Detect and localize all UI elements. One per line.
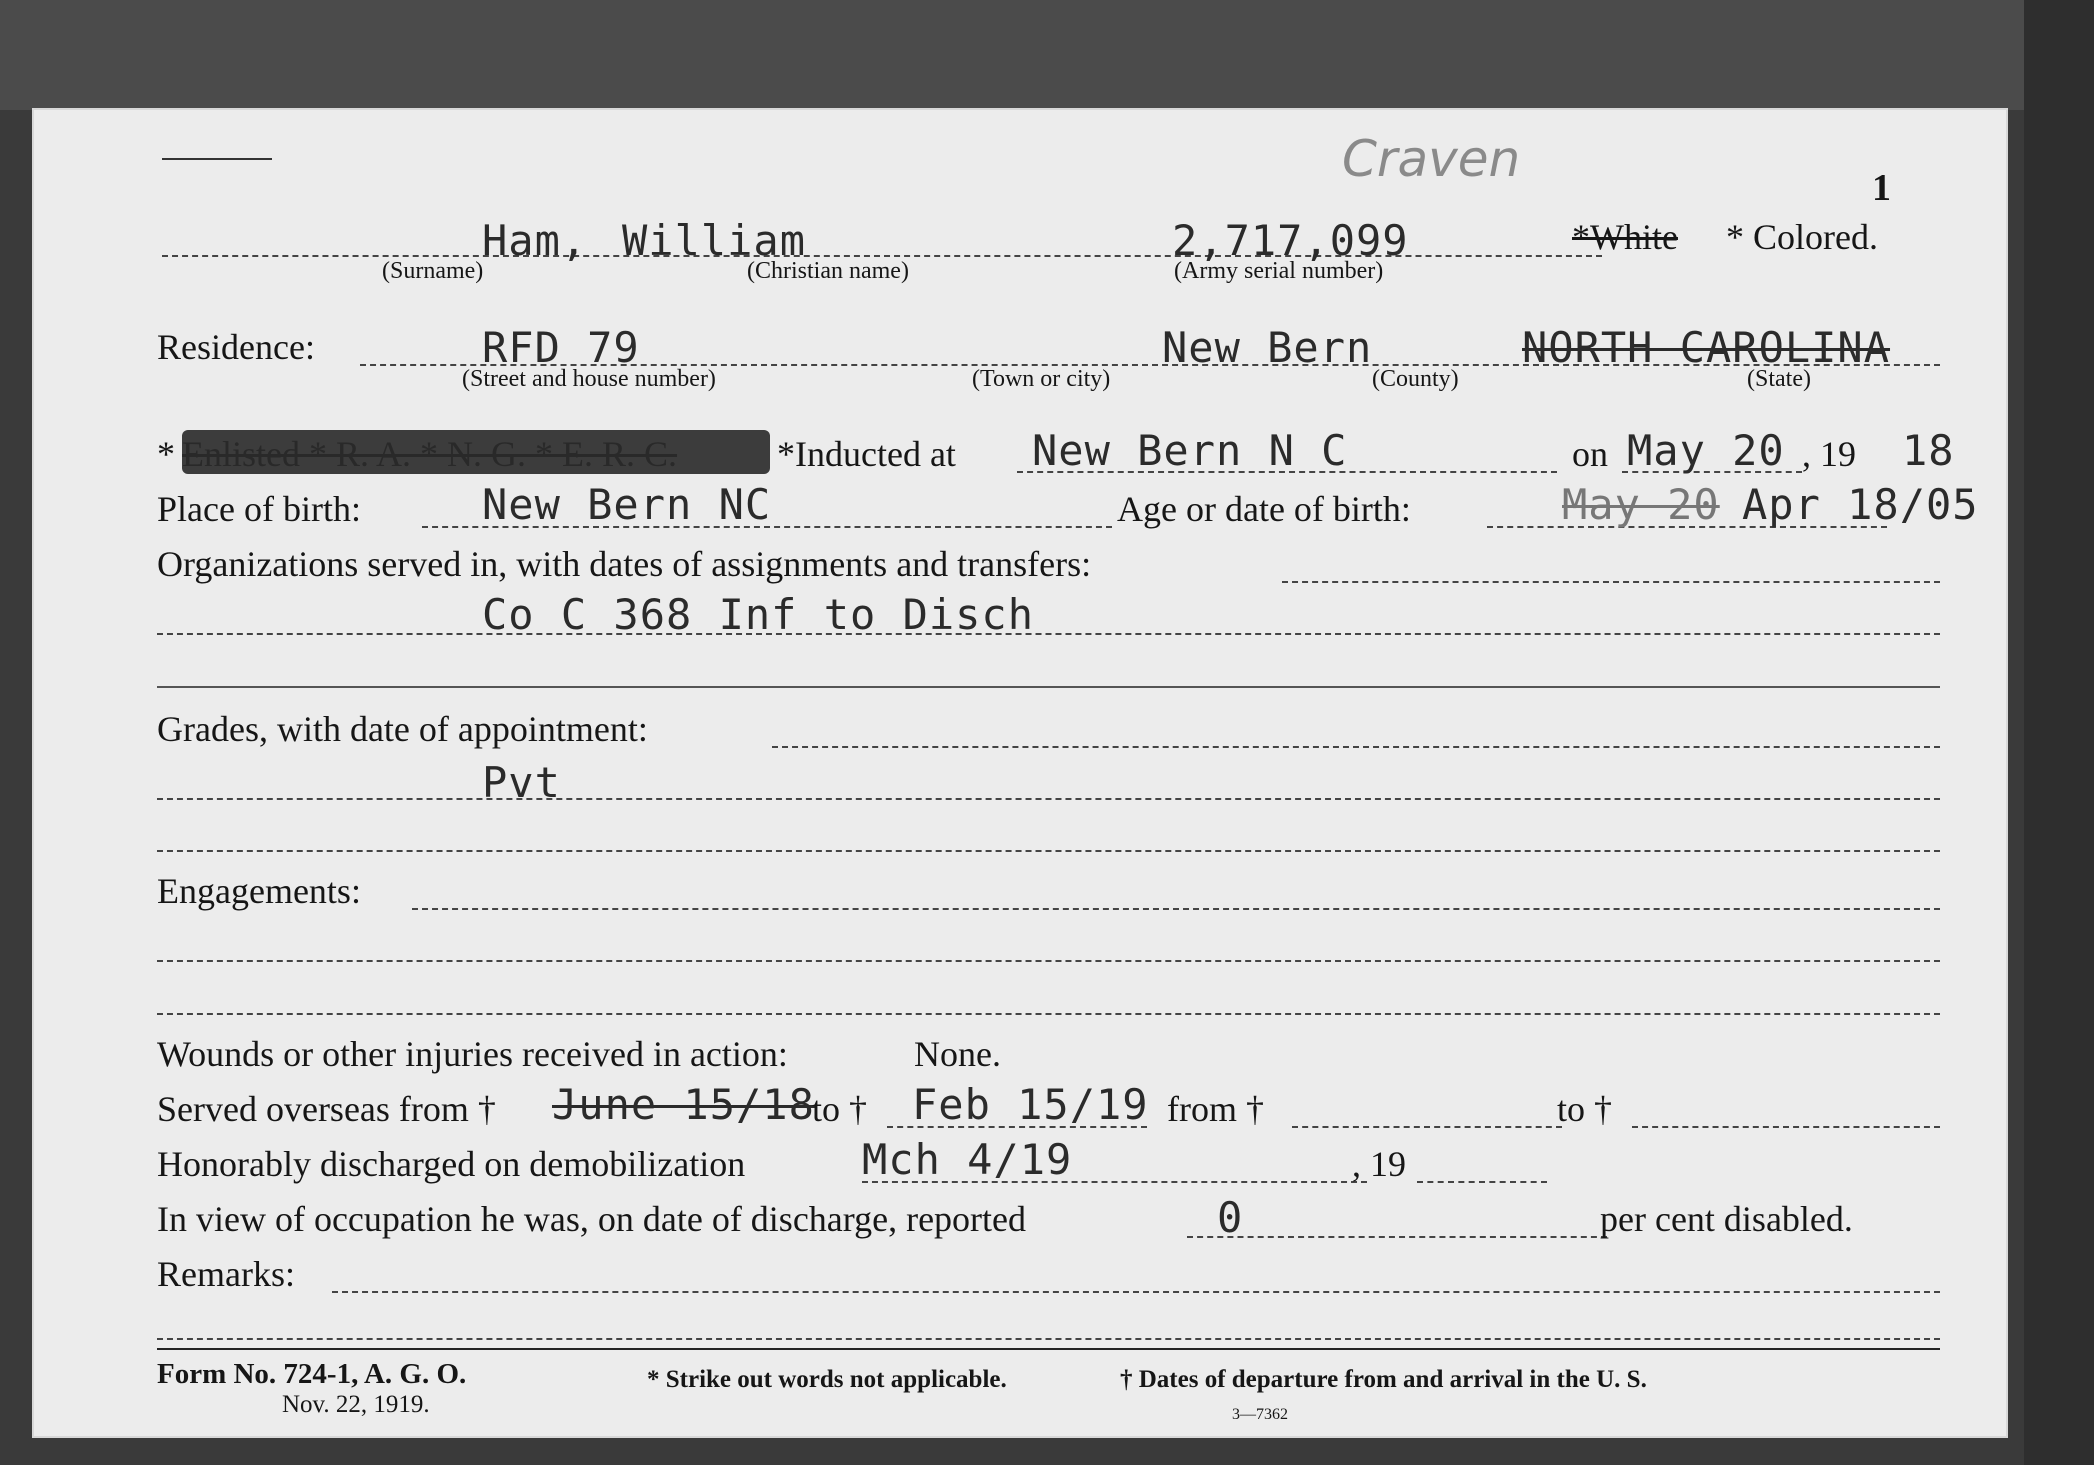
race-white-option: *White: [1572, 217, 1678, 257]
engagements-line-3: [157, 1013, 1940, 1015]
surname-label: (Surname): [382, 258, 484, 284]
state-label: (State): [1747, 366, 1811, 392]
town-value: New Bern: [1162, 323, 1373, 372]
footnote-strike: * Strike out words not applicable.: [647, 1366, 1007, 1393]
discharge-year-line: [1417, 1181, 1547, 1183]
town-label: (Town or city): [972, 366, 1111, 392]
disability-value: 0: [1217, 1193, 1244, 1242]
engagements-line-1: [412, 908, 1940, 910]
army-serial-label: (Army serial number): [1174, 258, 1384, 284]
footer-rule: [157, 1348, 1940, 1350]
overseas-to2-line: [1632, 1126, 1940, 1128]
remarks-label: Remarks:: [157, 1254, 295, 1294]
card-number: 1: [1872, 167, 1891, 209]
remarks-line-2: [157, 1338, 1940, 1340]
grades-value: Pvt: [482, 758, 561, 807]
wounds-label: Wounds or other injuries received in action:: [157, 1034, 788, 1074]
overseas-from2-label: from †: [1167, 1089, 1264, 1129]
discharge-year-label: , 19: [1352, 1144, 1406, 1184]
grades-line-3: [157, 850, 1940, 852]
disability-label: In view of occupation he was, on date of discharge, reported: [157, 1199, 1027, 1239]
enlisted-prefix-mark: *: [157, 434, 175, 474]
remarks-line-1: [332, 1291, 1940, 1293]
grades-line-2: [157, 798, 1940, 800]
top-left-rule: [162, 158, 272, 160]
overseas-from2-line: [1292, 1126, 1562, 1128]
birthplace-label: Place of birth:: [157, 489, 361, 529]
footnote-dates: † Dates of departure from and arrival in the U. S.: [1120, 1366, 1647, 1393]
overseas-to-value: Feb 15/19: [912, 1080, 1149, 1129]
county-label: (County): [1372, 366, 1459, 392]
grades-line-1: [772, 746, 1940, 748]
disability-suffix: per cent disabled.: [1600, 1199, 1853, 1239]
service-record-card: [32, 108, 2008, 1438]
scan-background-edge: [2024, 0, 2094, 1465]
overseas-to2-label: to †: [1557, 1089, 1613, 1129]
surname-value: Ham,: [482, 216, 588, 265]
scan-background-top: [0, 0, 2094, 110]
form-date: Nov. 22, 1919.: [282, 1391, 430, 1418]
age-struck-value: May 20: [1562, 480, 1720, 529]
inducted-date-value: May 20: [1627, 426, 1785, 475]
form-number: Form No. 724-1, A. G. O.: [157, 1358, 467, 1390]
army-serial-value: 2,717,099: [1172, 216, 1409, 265]
wounds-value: None.: [914, 1034, 1001, 1074]
organizations-value: Co C 368 Inf to Disch: [482, 590, 1035, 639]
street-value: RFD 79: [482, 323, 640, 372]
age-label: Age or date of birth:: [1117, 489, 1411, 529]
organizations-line-2: [157, 633, 1940, 635]
enlisted-options-struck: Enlisted * R. A. * N. G. * E. R. C.: [182, 434, 678, 474]
discharge-label: Honorably discharged on demobilization: [157, 1144, 746, 1184]
discharge-value: Mch 4/19: [862, 1135, 1073, 1184]
grades-label: Grades, with date of appointment:: [157, 709, 648, 749]
overseas-to-label: to †: [812, 1089, 868, 1129]
inducted-at-label: *Inducted at: [777, 434, 956, 474]
inducted-on-label: on: [1572, 434, 1608, 474]
overseas-from-label: Served overseas from †: [157, 1089, 496, 1129]
christian-name-label: (Christian name): [747, 258, 909, 284]
race-colored-option: * Colored.: [1726, 217, 1878, 257]
county-handwritten-note: Craven: [1342, 130, 1521, 188]
birthplace-value: New Bern NC: [482, 480, 772, 529]
overseas-from-value: June 15/18: [552, 1080, 815, 1129]
residence-label: Residence:: [157, 327, 315, 367]
print-code: 3—7362: [1232, 1406, 1288, 1423]
inducted-year-prefix: , 19: [1802, 434, 1856, 474]
organizations-line-3: [157, 686, 1940, 688]
engagements-line-2: [157, 960, 1940, 962]
state-value: NORTH CAROLINA: [1522, 323, 1891, 372]
organizations-line-1: [1282, 581, 1940, 583]
age-value: Apr 18/05: [1742, 480, 1979, 529]
christian-name-value: William: [622, 216, 807, 265]
disability-line: [1187, 1236, 1607, 1238]
street-label: (Street and house number): [462, 366, 716, 392]
inducted-place-value: New Bern N C: [1032, 426, 1348, 475]
organizations-label: Organizations served in, with dates of assignments and transfers:: [157, 544, 1092, 584]
inducted-year-value: 18: [1902, 426, 1955, 475]
engagements-label: Engagements:: [157, 871, 361, 911]
